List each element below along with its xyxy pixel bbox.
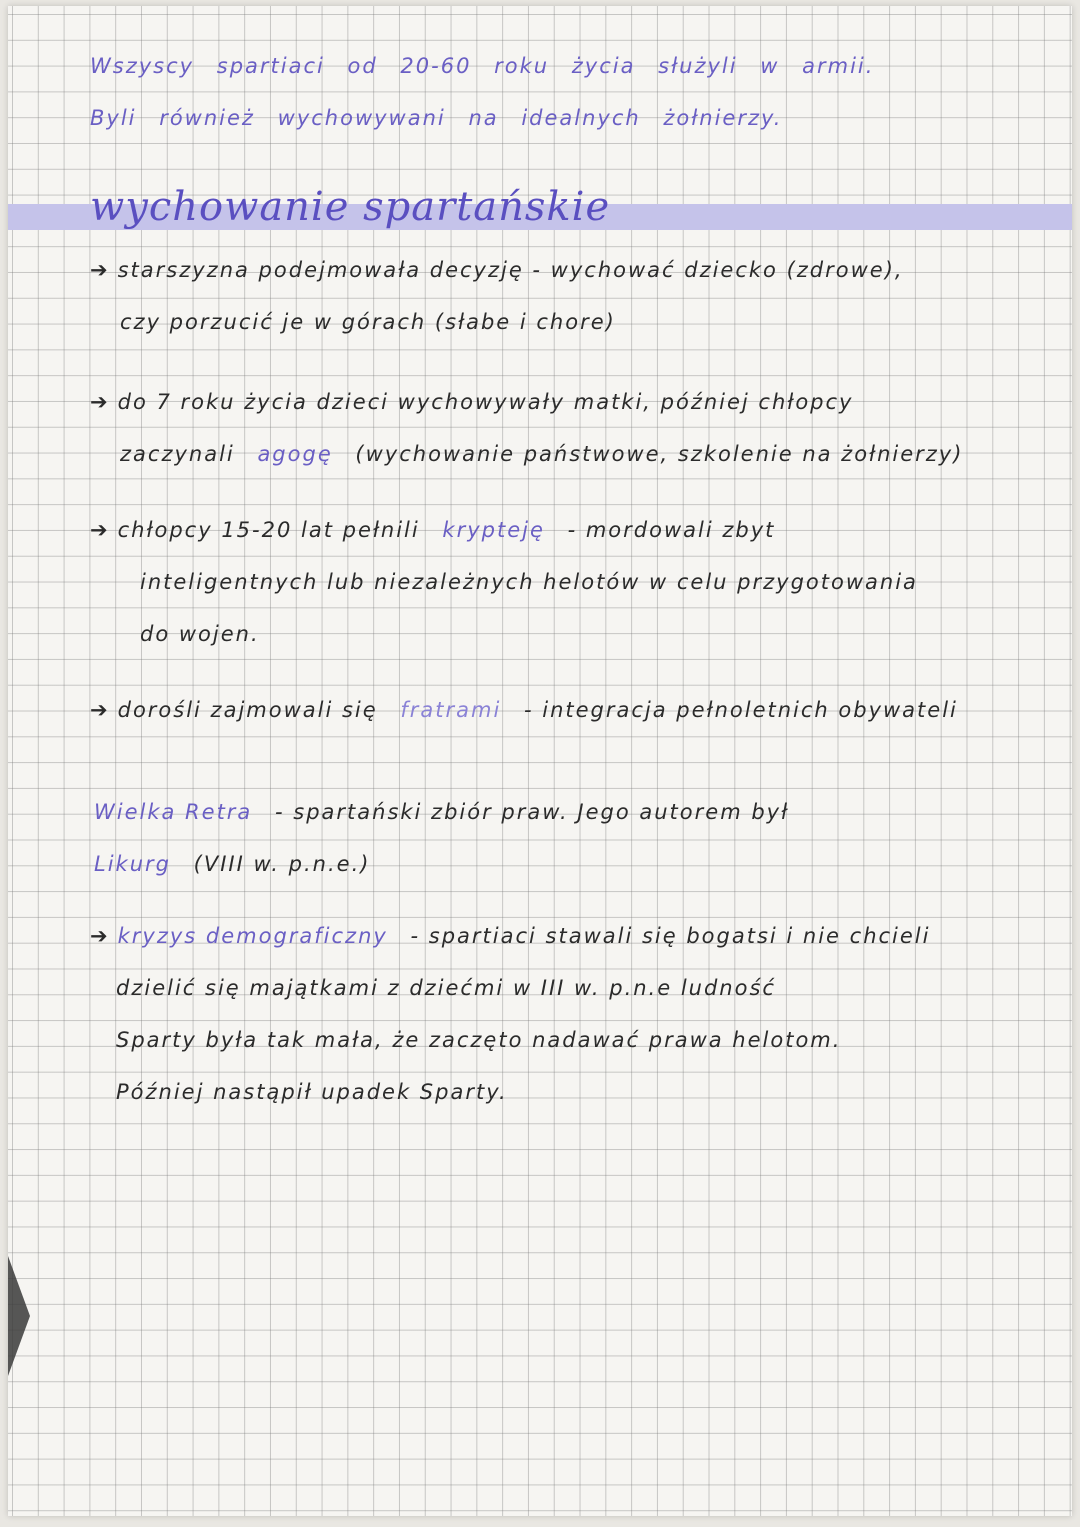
- bullet-3-line-3: do wojen.: [140, 622, 260, 646]
- intro-line-2: [90, 106, 782, 130]
- bullet-1-line-2: czy porzucić je w górach (słabe i chore): [120, 310, 616, 334]
- intro-word: również: [159, 106, 255, 130]
- bullet-4-line-1: ➔ dorośli zajmowali się fratrami - integracja pełnoletnich obywateli: [90, 698, 958, 722]
- intro-word: spartiaci: [216, 54, 325, 78]
- term-krypteia: krypteję: [442, 518, 545, 542]
- arrow-icon: ➔: [90, 518, 110, 542]
- bullet-2-line-2: zaczynali agogę (wychowanie państwowe, szkolenie na żołnierzy): [120, 442, 964, 466]
- intro-word: 20-60: [400, 54, 472, 78]
- intro-word: życia: [571, 54, 636, 78]
- arrow-icon: ➔: [90, 698, 110, 722]
- crisis-line-2: dzielić się majątkami z dziećmi w III w. p.n.e ludność: [116, 976, 776, 1000]
- arrow-icon: ➔: [90, 258, 110, 282]
- intro-word: żołnierzy.: [663, 106, 783, 130]
- term-kryzys: kryzys demograficzny: [117, 924, 388, 948]
- term-wielka-retra: Wielka Retra: [94, 800, 253, 824]
- term-agoge: agogę: [257, 442, 333, 466]
- bullet-3-line-2: inteligentnych lub niezależnych helotów w celu przygotowania: [140, 570, 918, 594]
- intro-word: służyli: [658, 54, 738, 78]
- arrow-icon: ➔: [90, 390, 110, 414]
- crisis-line-3: Sparty była tak mała, że zaczęto nadawać prawa helotom.: [116, 1028, 842, 1052]
- retra-line-1: Wielka Retra - spartański zbiór praw. Jego autorem był: [94, 800, 790, 824]
- intro-word: wychowywani: [277, 106, 446, 130]
- bullet-2-line-1: ➔ do 7 roku życia dzieci wychowywały matki, później chłopcy: [90, 390, 854, 414]
- bullet-3-line-1: ➔ chłopcy 15-20 lat pełnili krypteję - mordowali zbyt: [90, 518, 776, 542]
- intro-line-1: [90, 54, 874, 78]
- term-likurg: Likurg: [94, 852, 171, 876]
- crisis-line-1: ➔ kryzys demograficzny - spartiaci stawali się bogatsi i nie chcieli: [90, 924, 931, 948]
- bullet-1-line-1: ➔ starszyzna podejmowała decyzję - wychować dziecko (zdrowe),: [90, 258, 904, 282]
- section-heading: wychowanie spartańskie: [90, 184, 611, 230]
- intro-word: roku: [494, 54, 550, 78]
- intro-word: od: [347, 54, 378, 78]
- intro-word: Wszyscy: [90, 54, 195, 78]
- retra-line-2: Likurg (VIII w. p.n.e.): [94, 852, 371, 876]
- intro-word: w: [760, 54, 780, 78]
- intro-word: idealnych: [521, 106, 641, 130]
- notebook-page: [8, 6, 1072, 1516]
- intro-word: Byli: [90, 106, 137, 130]
- intro-word: armii.: [802, 54, 875, 78]
- page-edge-mark: [8, 1256, 30, 1376]
- crisis-line-4: Później nastąpił upadek Sparty.: [116, 1080, 508, 1104]
- arrow-icon: ➔: [90, 924, 110, 948]
- intro-word: na: [468, 106, 499, 130]
- term-fratry: fratrami: [400, 698, 502, 722]
